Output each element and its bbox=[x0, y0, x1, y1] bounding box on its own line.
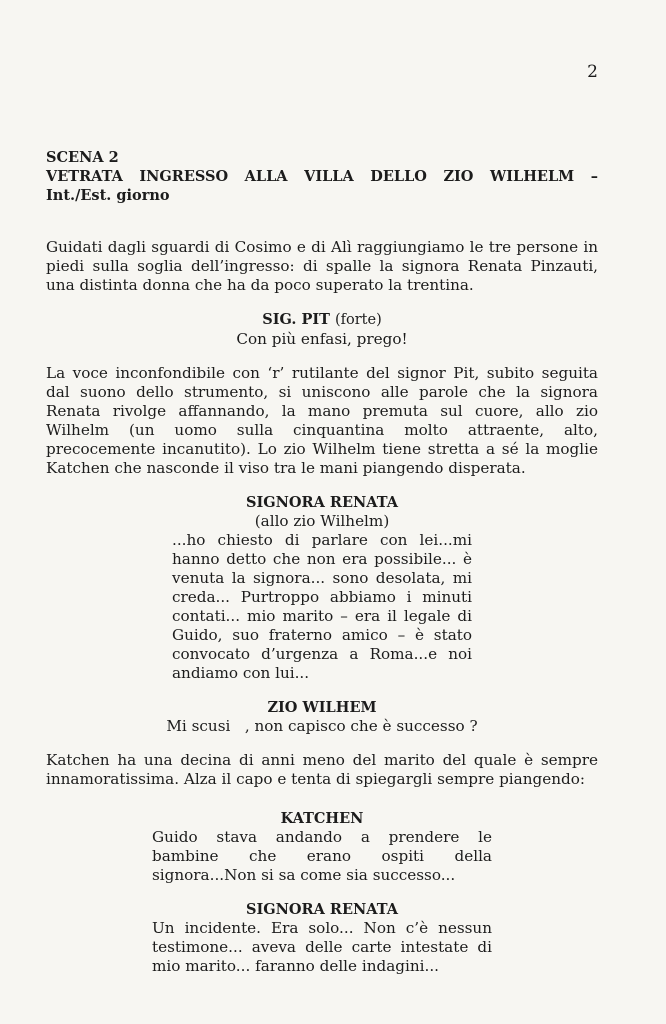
dialogue-text: Un incidente. Era solo... Non c’è nessun testimone... aveva delle carte intestate di mio marito... faranno delle indagini... bbox=[152, 919, 492, 975]
dialogue-block-pit bbox=[46, 310, 598, 349]
parenthetical: (forte) bbox=[335, 312, 382, 328]
dialogue-block-wilhem bbox=[46, 698, 598, 736]
character-name-text: SIG. PIT bbox=[262, 311, 330, 328]
dialogue-block-katchen bbox=[46, 809, 598, 885]
scene-time: Int./Est. giorno bbox=[46, 187, 170, 204]
page-number: 2 bbox=[587, 62, 598, 82]
dialogue-text: Mi scusi , non capisco che è successo ? bbox=[166, 717, 478, 735]
action-paragraph: Katchen ha una decina di anni meno del marito del quale è sempre innamoratissima. Alza il capo e tenta di spiegargli sempre piangendo: bbox=[46, 751, 598, 788]
dialogue-text: Con più enfasi, prego! bbox=[236, 330, 408, 348]
character-name bbox=[46, 310, 598, 330]
character-name: SIGNORA RENATA bbox=[246, 494, 398, 511]
dialogue-block-renata-2 bbox=[46, 900, 598, 976]
action-paragraph: La voce inconfondibile con ‘r’ rutilante del signor Pit, subito seguita dal suono dello strumento, si uniscono alle parole che la signora Renata rivolge affannando, la mano premuta sul cuore, allo zio Wilhelm (un uomo sulla cinquantina molto attraente, alto, precocemente incanutito). Lo zio Wilhelm tiene stretta a sé la moglie Katchen che nasconde il viso tra le mani piangendo disperata. bbox=[46, 364, 598, 477]
dialogue-text: Guido stava andando a prendere le bambine che erano ospiti della signora...Non si sa come sia successo... bbox=[152, 828, 492, 884]
scene-number: SCENA 2 bbox=[46, 149, 119, 166]
dialogue-text: ...ho chiesto di parlare con lei...mi hanno detto che non era possibile... è venuta la signora... sono desolata, mi creda... Purtroppo abbiamo i minuti contati... mio marito – era il legale di Guido, suo fraterno amico – è stato convocato d’urgenza a Roma...e noi andiamo con lui... bbox=[172, 531, 472, 682]
character-name: ZIO WILHEM bbox=[267, 699, 377, 716]
character-name: KATCHEN bbox=[280, 810, 364, 827]
scene-location: VETRATA INGRESSO ALLA VILLA DELLO ZIO WILHELM – bbox=[46, 168, 598, 185]
script-page bbox=[46, 148, 598, 991]
parenthetical: (allo zio Wilhelm) bbox=[254, 512, 390, 530]
action-paragraph: Guidati dagli sguardi di Cosimo e di Alì raggiungiamo le tre persone in piedi sulla soglia dell’ingresso: di spalle la signora Renata Pinzauti, una distinta donna che ha da poco superato la trentina. bbox=[46, 238, 598, 294]
dialogue-block-renata bbox=[46, 493, 598, 683]
character-name: SIGNORA RENATA bbox=[246, 901, 398, 918]
scene-heading bbox=[46, 148, 598, 205]
